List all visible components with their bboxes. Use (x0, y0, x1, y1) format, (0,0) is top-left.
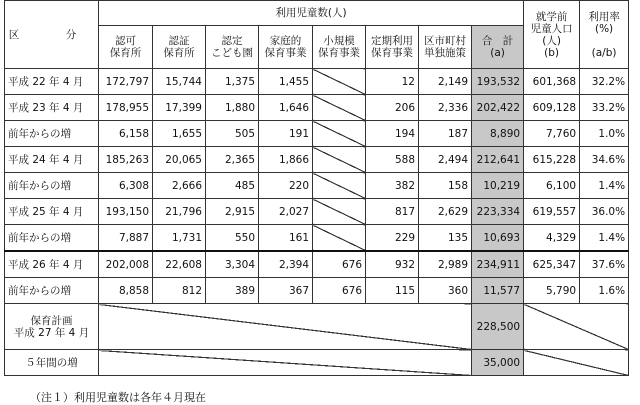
header-ninka-hoikusho: 認可 保育所 (99, 26, 153, 69)
table-cell: 2,915 (206, 199, 259, 225)
table-cell: 206 (366, 95, 419, 121)
table-cell: 676 (313, 251, 366, 278)
table-cell: 1,880 (206, 95, 259, 121)
row-label: 平成 23 年 4 月 (5, 95, 99, 121)
table-cell: 932 (366, 251, 419, 278)
table-cell: 676 (313, 278, 366, 304)
table-cell: 609,128 (524, 95, 580, 121)
table-cell: 36.0% (580, 199, 629, 225)
footnote: （注１）利用児童数は各年４月現在 (30, 391, 206, 404)
table-cell: 4,329 (524, 225, 580, 252)
table-cell: 1.4% (580, 173, 629, 199)
table-cell: 33.2% (580, 95, 629, 121)
table-cell: 7,887 (99, 225, 153, 252)
table-row (5, 225, 629, 252)
table-cell: 6,158 (99, 121, 153, 147)
table-cell: 6,100 (524, 173, 580, 199)
table-cell: 115 (366, 278, 419, 304)
table-cell: 229 (366, 225, 419, 252)
table-cell: 601,368 (524, 69, 580, 95)
table-cell (313, 95, 366, 121)
table-cell: 193,150 (99, 199, 153, 225)
table-row (5, 95, 629, 121)
plan-increase-row (5, 350, 629, 376)
table-cell (313, 199, 366, 225)
table-cell (313, 69, 366, 95)
table-cell: 382 (366, 173, 419, 199)
table-cell: 3,304 (206, 251, 259, 278)
table-cell: 1.6% (580, 278, 629, 304)
table-cell: 37.6% (580, 251, 629, 278)
table-cell: 2,666 (153, 173, 206, 199)
table-cell: 812 (153, 278, 206, 304)
row-label: 平成 25 年 4 月 (5, 199, 99, 225)
table-cell: 234,911 (472, 251, 524, 278)
header-kateiteki-hoiku: 家庭的 保育事業 (259, 26, 313, 69)
header-kubun: 区 分 (5, 1, 99, 69)
childcare-usage-table (4, 0, 629, 376)
table-cell: 202,008 (99, 251, 153, 278)
table-cell: 202,422 (472, 95, 524, 121)
table-cell: 228,500 (472, 304, 524, 350)
header-teiki-riyo-hoiku: 定期利用 保育事業 (366, 26, 419, 69)
table-cell (313, 147, 366, 173)
table-row (5, 278, 629, 304)
table-cell: 615,228 (524, 147, 580, 173)
table-cell: 158 (419, 173, 472, 199)
table-cell: 2,629 (419, 199, 472, 225)
table-cell: 22,608 (153, 251, 206, 278)
table-cell: 2,494 (419, 147, 472, 173)
table-cell: 1.0% (580, 121, 629, 147)
table-cell: 10,219 (472, 173, 524, 199)
row-label: 平成 22 年 4 月 (5, 69, 99, 95)
table-cell: 7,760 (524, 121, 580, 147)
table-cell: 223,334 (472, 199, 524, 225)
table-row (5, 251, 629, 278)
row-label: 前年からの増 (5, 225, 99, 252)
table-cell: 135 (419, 225, 472, 252)
table-cell: 389 (206, 278, 259, 304)
not-applicable-cell (99, 350, 472, 376)
table-cell: 193,532 (472, 69, 524, 95)
table-cell: 11,577 (472, 278, 524, 304)
table-cell: 1,655 (153, 121, 206, 147)
table-cell: 20,065 (153, 147, 206, 173)
table-cell: 5,790 (524, 278, 580, 304)
row-label: 平成 24 年 4 月 (5, 147, 99, 173)
table-cell: 2,365 (206, 147, 259, 173)
table-cell: 178,955 (99, 95, 153, 121)
header-usage-rate: 利用率 (%) (a/b) (580, 1, 629, 69)
plan-row (5, 304, 629, 350)
row-label: 前年からの増 (5, 278, 99, 304)
table-cell: 6,308 (99, 173, 153, 199)
header-kushichoson-tandoku: 区市町村 単独施策 (419, 26, 472, 69)
table-cell: 367 (259, 278, 313, 304)
table-row (5, 199, 629, 225)
header-population: 就学前 児童人口 (人) (b) (524, 1, 580, 69)
header-nintei-kodomoen: 認定 こども園 (206, 26, 259, 69)
header-group-title: 利用児童数(人) (99, 1, 524, 26)
row-label: 前年からの増 (5, 121, 99, 147)
row-label: 平成 26 年 4 月 (5, 251, 99, 278)
table-cell: 2,027 (259, 199, 313, 225)
row-label: 保育計画 平成 27 年 4 月 (5, 304, 99, 350)
table-cell: 2,989 (419, 251, 472, 278)
table-cell: 1,646 (259, 95, 313, 121)
table-cell (313, 225, 366, 252)
table-container (4, 0, 636, 400)
table-row (5, 121, 629, 147)
table-cell: 1,375 (206, 69, 259, 95)
table-cell: 32.2% (580, 69, 629, 95)
table-cell: 2,149 (419, 69, 472, 95)
table-cell: 185,263 (99, 147, 153, 173)
table-cell: 21,796 (153, 199, 206, 225)
table-cell: 505 (206, 121, 259, 147)
table-cell: 161 (259, 225, 313, 252)
table-row (5, 147, 629, 173)
not-applicable-cell (524, 304, 629, 350)
table-cell: 2,336 (419, 95, 472, 121)
table-cell: 1,866 (259, 147, 313, 173)
row-label: 前年からの増 (5, 173, 99, 199)
table-row (5, 173, 629, 199)
table-cell: 220 (259, 173, 313, 199)
header-ninsho-hoikusho: 認証 保育所 (153, 26, 206, 69)
table-cell: 550 (206, 225, 259, 252)
table-cell: 17,399 (153, 95, 206, 121)
not-applicable-cell (524, 350, 629, 376)
table-cell: 485 (206, 173, 259, 199)
table-cell: 1,455 (259, 69, 313, 95)
table-cell: 212,641 (472, 147, 524, 173)
table-cell: 588 (366, 147, 419, 173)
table-cell: 1,731 (153, 225, 206, 252)
table-cell: 191 (259, 121, 313, 147)
table-cell: 34.6% (580, 147, 629, 173)
header-shokibo-hoiku: 小規模 保育事業 (313, 26, 366, 69)
header-total-a: 合 計 (a) (472, 26, 524, 69)
table-cell: 1.4% (580, 225, 629, 252)
table-cell (313, 173, 366, 199)
table-cell: 187 (419, 121, 472, 147)
table-cell: 8,890 (472, 121, 524, 147)
table-cell: 619,557 (524, 199, 580, 225)
table-cell: 15,744 (153, 69, 206, 95)
table-cell: 172,797 (99, 69, 153, 95)
not-applicable-cell (99, 304, 472, 350)
table-cell (313, 121, 366, 147)
table-cell: 2,394 (259, 251, 313, 278)
table-cell: 8,858 (99, 278, 153, 304)
row-label: ５年間の増 (5, 350, 99, 376)
table-cell: 817 (366, 199, 419, 225)
table-row (5, 69, 629, 95)
table-cell: 12 (366, 69, 419, 95)
table-cell: 625,347 (524, 251, 580, 278)
table-cell: 194 (366, 121, 419, 147)
table-cell: 360 (419, 278, 472, 304)
table-cell: 10,693 (472, 225, 524, 252)
table-cell: 35,000 (472, 350, 524, 376)
